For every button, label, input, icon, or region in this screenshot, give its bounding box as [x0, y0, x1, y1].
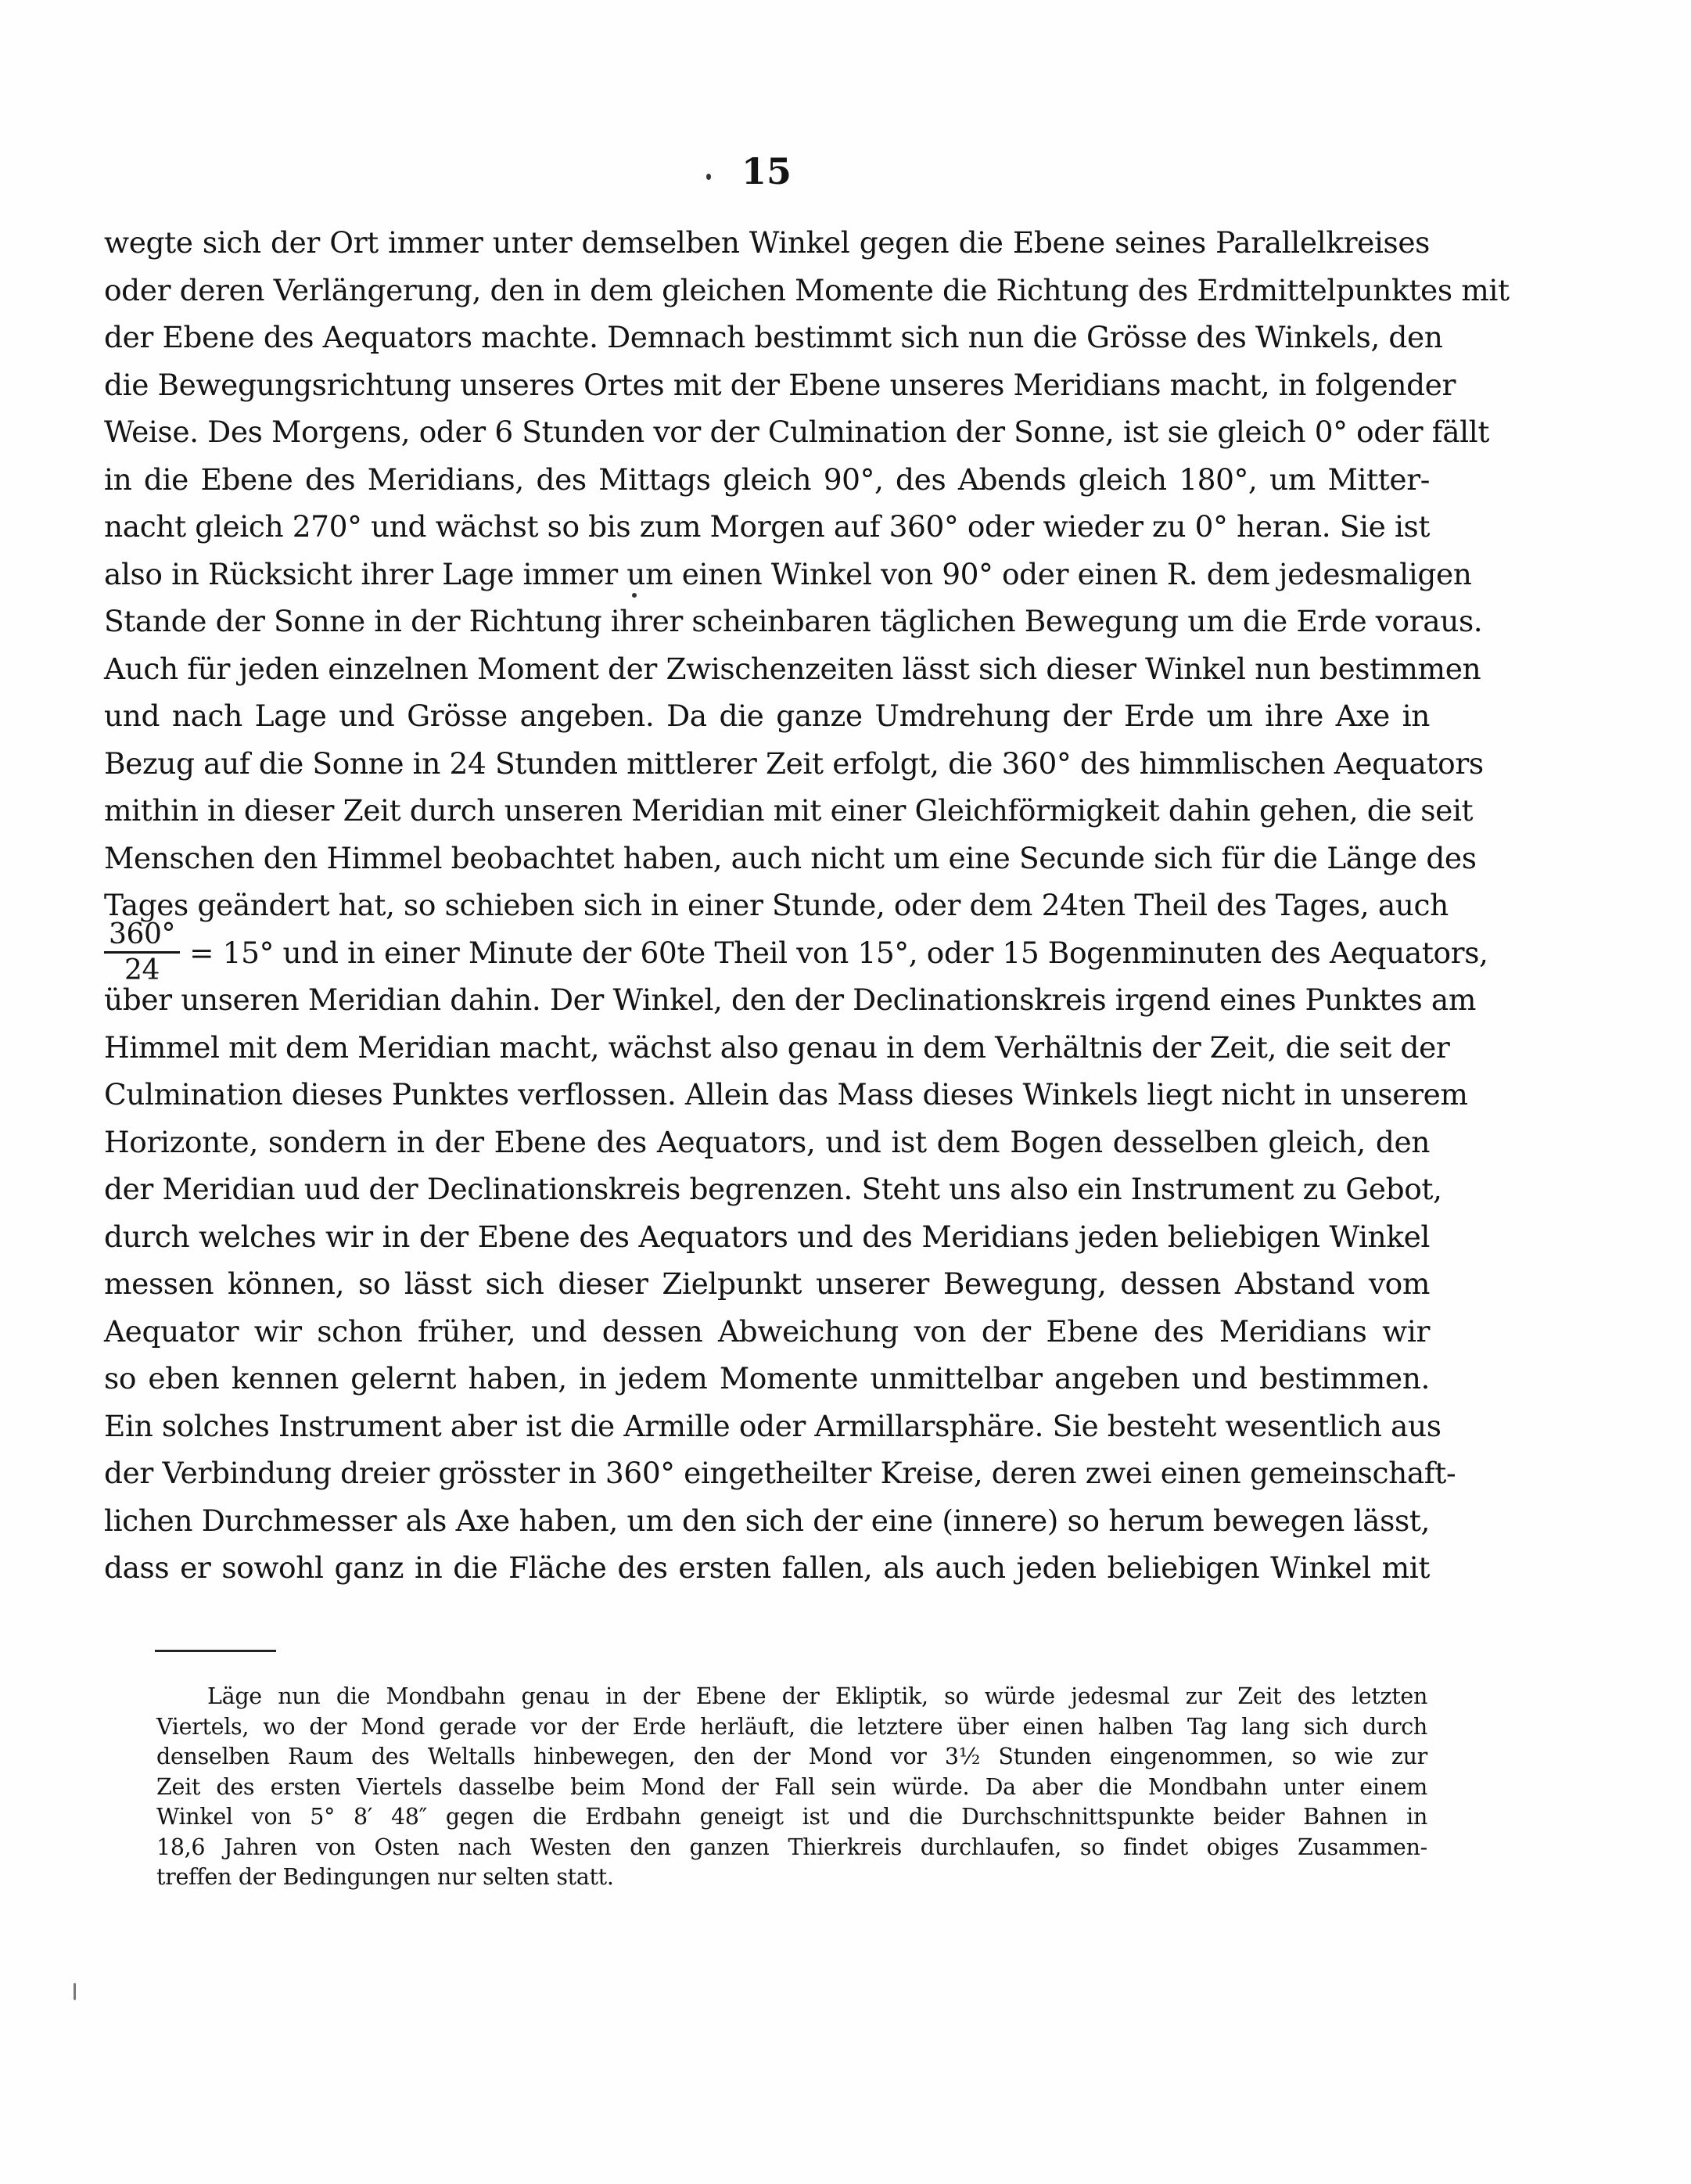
text-line: Menschen den Himmel beobachtet haben, auch nicht um eine Secunde sich für die Länge des [104, 840, 1477, 875]
text-line: der Ebene des Aequators machte. Demnach bestimmt sich nun die Grösse des Winkels, den [104, 320, 1443, 354]
text-line: Himmel mit dem Meridian macht, wächst also genau in dem Verhältnis der Zeit, die seit der [104, 1029, 1450, 1065]
text-line: Culmination dieses Punktes verflossen. Allein das Mass dieses Winkels liegt nicht in unserem [104, 1077, 1468, 1112]
text-line: Horizonte, sondern in der Ebene des Aequators, und ist dem Bogen desselben gleich, den [104, 1124, 1430, 1159]
text-line: in die Ebene des Meridians, des Mittags gleich 90°, des Abends gleich 180°, um Mitter- [104, 462, 1430, 497]
text-line: Weise. Des Morgens, oder 6 Stunden vor der Culmination der Sonne, ist sie gleich 0° oder fällt [104, 415, 1490, 449]
fraction-line [104, 918, 1488, 986]
text-line: Auch für jeden einzelnen Moment der Zwischenzeiten lässt sich dieser Winkel nun bestimmen [104, 651, 1481, 686]
text-line: messen können, so lässt sich dieser Zielpunkt unserer Bewegung, dessen Abstand vom [104, 1266, 1430, 1301]
footnote-line: Zeit des ersten Viertels dasselbe beim Mond der Fall sein würde. Da aber die Mondbahn unter einem [156, 1773, 1427, 1800]
footnote [156, 1682, 1427, 1893]
ink-speck [632, 593, 637, 598]
text-line: durch welches wir in der Ebene des Aequators und des Meridians jeden beliebigen Winkel [104, 1219, 1430, 1254]
main-text [104, 219, 1510, 1592]
fraction-numerator: 360° [104, 921, 180, 954]
text-line: also in Rücksicht ihrer Lage immer um einen Winkel von 90° oder einen R. dem jedesmaligen [104, 556, 1472, 591]
footnote-line: denselben Raum des Weltalls hinbewegen, den der Mond vor 3½ Stunden eingenommen, so wie zur [156, 1744, 1427, 1769]
text-line: oder deren Verlängerung, den in dem gleichen Momente die Richtung des Erdmittelpunktes mit [104, 272, 1510, 307]
text-line: Ein solches Instrument aber ist die Armille oder Armillarsphäre. Sie besteht wesentlich aus [104, 1408, 1441, 1443]
text-line: dass er sowohl ganz in die Fläche des ersten fallen, als auch jeden beliebigen Winkel mit [104, 1550, 1430, 1585]
footnote-line: Läge nun die Mondbahn genau in der Ebene der Ekliptik, so würde jedesmal zur Zeit des letzten [207, 1683, 1427, 1709]
page-number: 15 [741, 150, 792, 192]
fraction [104, 918, 180, 986]
footnote-rule [155, 1650, 276, 1652]
text-line: Tages geändert hat, so schieben sich in einer Stunde, oder dem 24ten Theil des Tages, auch [104, 888, 1449, 922]
text-line: lichen Durchmesser als Axe haben, um den sich der eine (innere) so herum bewegen lässt, [104, 1503, 1430, 1538]
text-line: über unseren Meridian dahin. Der Winkel, den der Declinationskreis irgend eines Punktes am [104, 982, 1477, 1017]
text-line: nacht gleich 270° und wächst so bis zum Morgen auf 360° oder wieder zu 0° heran. Sie ist [104, 509, 1431, 544]
text-line: mithin in dieser Zeit durch unseren Meridian mit einer Gleichförmigkeit dahin gehen, die seit [104, 793, 1474, 828]
ink-speck [706, 174, 711, 180]
text-line: wegte sich der Ort immer unter demselben Winkel gegen die Ebene seines Parallelkreises [104, 225, 1430, 260]
text-line: Aequator wir schon früher, und dessen Abweichung von der Ebene des Meridians wir [104, 1313, 1430, 1349]
footnote-line: treffen der Bedingungen nur selten statt. [156, 1864, 614, 1890]
text-line: der Meridian uud der Declinationskreis begrenzen. Steht uns also ein Instrument zu Gebot, [104, 1172, 1442, 1206]
text-line: Bezug auf die Sonne in 24 Stunden mittlerer Zeit erfolgt, die 360° des himmlischen Aequators [104, 745, 1484, 781]
text-line: Stande der Sonne in der Richtung ihrer scheinbaren täglichen Bewegung um die Erde voraus. [104, 604, 1483, 638]
text-line: und nach Lage und Grösse angeben. Da die ganze Umdrehung der Erde um ihre Axe in [104, 699, 1430, 733]
text-line: so eben kennen gelernt haben, in jedem Momente unmittelbar angeben und bestimmen. [104, 1361, 1430, 1396]
footnote-line: Viertels, wo der Mond gerade vor der Erde herläuft, die letztere über einen halben Tag lang sich durch [156, 1713, 1427, 1740]
footnote-line: 18,6 Jahren von Osten nach Westen den ganzen Thierkreis durchlaufen, so findet obiges Zusammen- [156, 1834, 1427, 1860]
text-line: die Bewegungsrichtung unseres Ortes mit der Ebene unseres Meridians macht, in folgender [104, 367, 1456, 402]
fraction-line-text: = 15° und in einer Minute der 60te Theil von 15°, oder 15 Bogenminuten des Aequators, [189, 935, 1488, 970]
fraction-denominator: 24 [124, 954, 160, 986]
footnote-line: Winkel von 5° 8′ 48″ gegen die Erdbahn geneigt ist und die Durchschnittspunkte beider Bahnen in [156, 1804, 1427, 1830]
text-line: der Verbindung dreier grösster in 360° eingetheilter Kreise, deren zwei einen gemeinschaft- [104, 1456, 1456, 1490]
ink-speck [74, 1983, 76, 2000]
